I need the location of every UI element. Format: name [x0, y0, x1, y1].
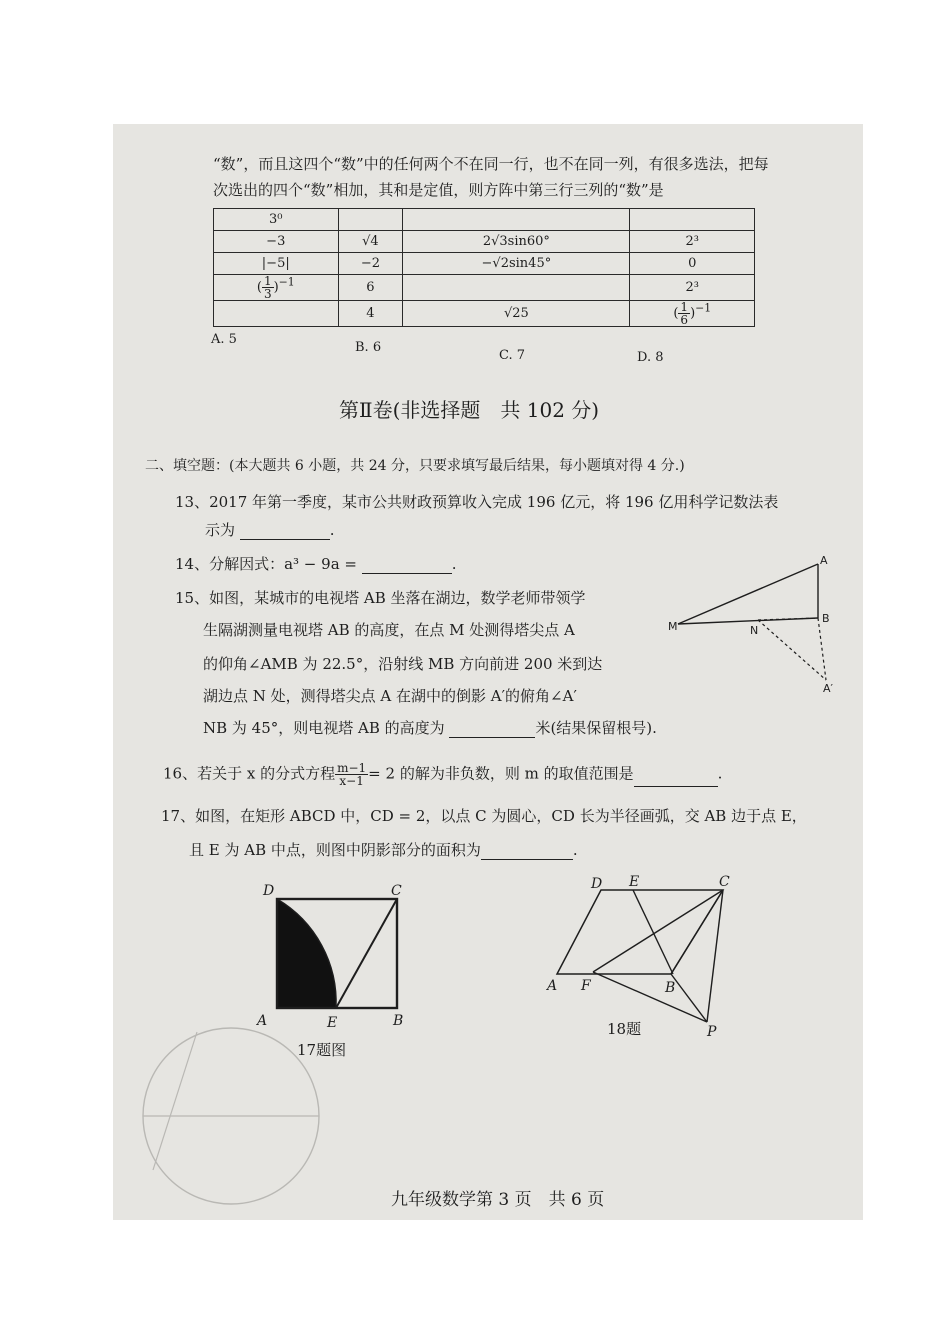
grid-cell: 2³	[630, 275, 755, 301]
grid-cell: 4	[338, 301, 403, 327]
grid-cell	[403, 209, 630, 231]
grid-cell: 6	[338, 275, 403, 301]
line-NA2-dashed	[758, 620, 826, 680]
label-A: A	[547, 978, 558, 994]
shaded-region	[277, 899, 336, 1008]
figure-18-caption: 18题	[607, 1020, 642, 1038]
grid-row	[214, 301, 755, 327]
label-P: P	[707, 1024, 717, 1040]
grid-cell	[338, 209, 403, 231]
line-CF	[593, 890, 723, 972]
grid-row	[214, 231, 755, 253]
grid-cell: 0	[630, 253, 755, 275]
q15-line-4: 湖边点 N 处，测得塔尖点 A 在湖中的倒影 A′的俯角∠A′	[203, 687, 577, 705]
q17-line-2: 且 E 为 AB 中点，则图中阴影部分的面积为 .	[189, 841, 578, 859]
answer-blank[interactable]	[362, 557, 452, 574]
q16: 16、若关于 x 的分式方程 $\frac{m-1}{x-1}$ = 2 的解为非负数，则 m 的取值范围是 .	[163, 761, 723, 788]
label-B: B	[822, 612, 830, 625]
faint-chord	[153, 1032, 197, 1170]
line-FP	[593, 972, 707, 1022]
label-E: E	[629, 874, 640, 890]
choice-b: B. 6	[355, 340, 382, 355]
grid-cell: −3	[214, 231, 339, 253]
q15-line-3: 的仰角∠AMB 为 22.5°，沿射线 MB 方向前进 200 米到达	[203, 655, 603, 673]
label-A: A	[257, 1013, 268, 1029]
grid-cell	[630, 209, 755, 231]
label-A-prime: A′	[823, 682, 834, 695]
intro-line-1: “数”，而且这四个“数”中的任何两个不在同一行，也不在同一列，有很多选法，把每	[213, 155, 769, 173]
page-footer: 九年级数学第 3 页 共 6 页	[391, 1190, 605, 1210]
grid-cell: −2	[338, 253, 403, 275]
grid-cell: −√2sin45°	[403, 253, 630, 275]
q13-line-1: 13、2017 年第一季度，某市公共财政预算收入完成 196 亿元，将 196 亿用科学记数法表	[175, 493, 779, 511]
figure-15-tower	[668, 556, 838, 696]
grid-cell-fraction: ( $\frac{1}{3}$ )$^{-1}$	[214, 275, 339, 301]
answer-blank[interactable]	[634, 770, 718, 787]
choice-d: D. 8	[637, 350, 664, 365]
fraction: $\frac{1}{6}$	[680, 300, 689, 327]
label-C: C	[719, 874, 730, 890]
grid-cell: 3⁰	[214, 209, 339, 231]
answer-blank[interactable]	[449, 721, 535, 738]
label-D: D	[591, 876, 603, 892]
line-BC	[671, 890, 723, 974]
grid-row	[214, 275, 755, 301]
line-MA	[678, 564, 818, 624]
grid-row	[214, 209, 755, 231]
parallelogram-ADCB	[557, 890, 723, 974]
line-MB	[678, 618, 818, 624]
label-E: E	[327, 1015, 338, 1031]
grid-cell	[403, 275, 630, 301]
number-grid	[213, 208, 755, 327]
fraction: $\frac{m-1}{x-1}$	[337, 761, 367, 788]
q15-line-2: 生隔湖测量电视塔 AB 的高度，在点 M 处测得塔尖点 A	[203, 621, 575, 639]
grid-cell: √4	[338, 231, 403, 253]
answer-blank[interactable]	[240, 523, 330, 540]
intro-line-2: 次选出的四个“数”相加，其和是定值，则方阵中第三行三列的“数”是	[213, 181, 664, 199]
label-C: C	[391, 883, 402, 899]
label-F: F	[581, 978, 591, 994]
label-D: D	[263, 883, 275, 899]
figure-17-caption: 17题图	[297, 1041, 347, 1059]
exam-page	[113, 124, 863, 1220]
label-B: B	[665, 980, 676, 996]
q17-line-1: 17、如图，在矩形 ABCD 中，CD = 2，以点 C 为圆心，CD 长为半径画弧，交 AB 边于点 E，	[161, 807, 807, 825]
grid-cell: 2³	[630, 231, 755, 253]
label-M: M	[668, 620, 678, 633]
answer-blank[interactable]	[481, 843, 573, 860]
label-N: N	[750, 624, 759, 637]
grid-cell: |−5|	[214, 253, 339, 275]
section-fill-in: 二、填空题：(本大题共 6 小题，共 24 分，只要求填写最后结果，每小题填对得 4 分.)	[145, 458, 685, 474]
q13-line-2: 示为 .	[205, 521, 335, 539]
fraction: $\frac{1}{3}$	[263, 274, 272, 301]
figure-18-parallelogram	[543, 874, 743, 1064]
bleed-through-circle	[113, 1020, 323, 1210]
label-A: A	[820, 554, 828, 567]
choice-a: A. 5	[211, 332, 237, 347]
grid-row	[214, 253, 755, 275]
part2-title: 第Ⅱ卷(非选择题 共 102 分)	[339, 398, 600, 422]
q14: 14、分解因式：a³ − 9a = .	[175, 555, 457, 573]
line-EB	[633, 890, 673, 974]
line-BA2-dashed	[818, 618, 826, 680]
grid-cell-fraction: ( $\frac{1}{6}$ )$^{-1}$	[630, 301, 755, 327]
grid-cell: √25	[403, 301, 630, 327]
line-CP	[707, 890, 723, 1022]
grid-cell: 2√3sin60°	[403, 231, 630, 253]
q15-line-5: NB 为 45°，则电视塔 AB 的高度为 米(结果保留根号).	[203, 719, 657, 737]
grid-cell	[214, 301, 339, 327]
label-B: B	[393, 1013, 404, 1029]
line-CE	[336, 899, 397, 1008]
q15-line-1: 15、如图，某城市的电视塔 AB 坐落在湖边，数学老师带领学	[175, 589, 586, 607]
choice-c: C. 7	[499, 348, 526, 363]
